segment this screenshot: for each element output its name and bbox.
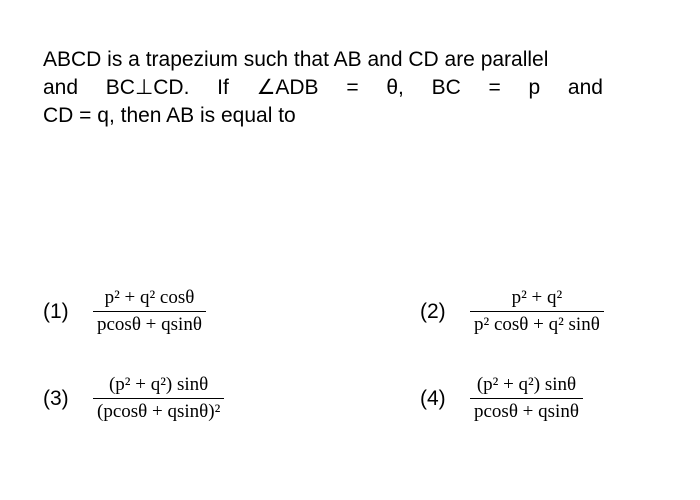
fraction-numerator: (p² + q²) sinθ	[476, 374, 577, 395]
option-3[interactable]	[43, 372, 224, 425]
option-fraction	[93, 285, 206, 338]
question-word: and	[43, 76, 79, 99]
option-number: (3)	[43, 386, 69, 410]
question-word: and	[567, 76, 603, 99]
option-2[interactable]	[420, 285, 604, 338]
question-word: θ,	[386, 76, 404, 99]
fraction-numerator: (p² + q²) sinθ	[108, 374, 209, 395]
fraction-numerator: p² + q² cosθ	[104, 287, 195, 308]
option-fraction	[470, 285, 604, 338]
question-line-2	[43, 74, 603, 102]
question-word: BC	[431, 76, 461, 99]
question-word: p	[528, 76, 541, 99]
fraction-denominator: pcosθ + qsinθ	[97, 314, 202, 336]
question-word: BC⊥CD.	[105, 76, 190, 99]
question-line-1: ABCD is a trapezium such that AB and CD are parallel	[43, 48, 549, 71]
fraction-numerator: p² + q²	[511, 287, 563, 308]
fraction-denominator: p² cosθ + q² sinθ	[474, 314, 600, 336]
question-word: =	[488, 76, 501, 99]
question-word: If	[217, 76, 229, 99]
question-word: =	[346, 76, 359, 99]
fraction-denominator: (pcosθ + qsinθ)²	[97, 401, 221, 423]
question-line-3: CD = q, then AB is equal to	[43, 104, 296, 127]
option-fraction	[470, 372, 583, 425]
option-number: (4)	[420, 386, 446, 410]
question-text	[43, 46, 603, 130]
question-word: ∠ADB	[256, 76, 319, 99]
option-number: (1)	[43, 299, 69, 323]
option-1[interactable]	[43, 285, 206, 338]
fraction-denominator: pcosθ + qsinθ	[474, 401, 579, 423]
option-4[interactable]	[420, 372, 583, 425]
option-number: (2)	[420, 299, 446, 323]
option-fraction	[93, 372, 224, 425]
